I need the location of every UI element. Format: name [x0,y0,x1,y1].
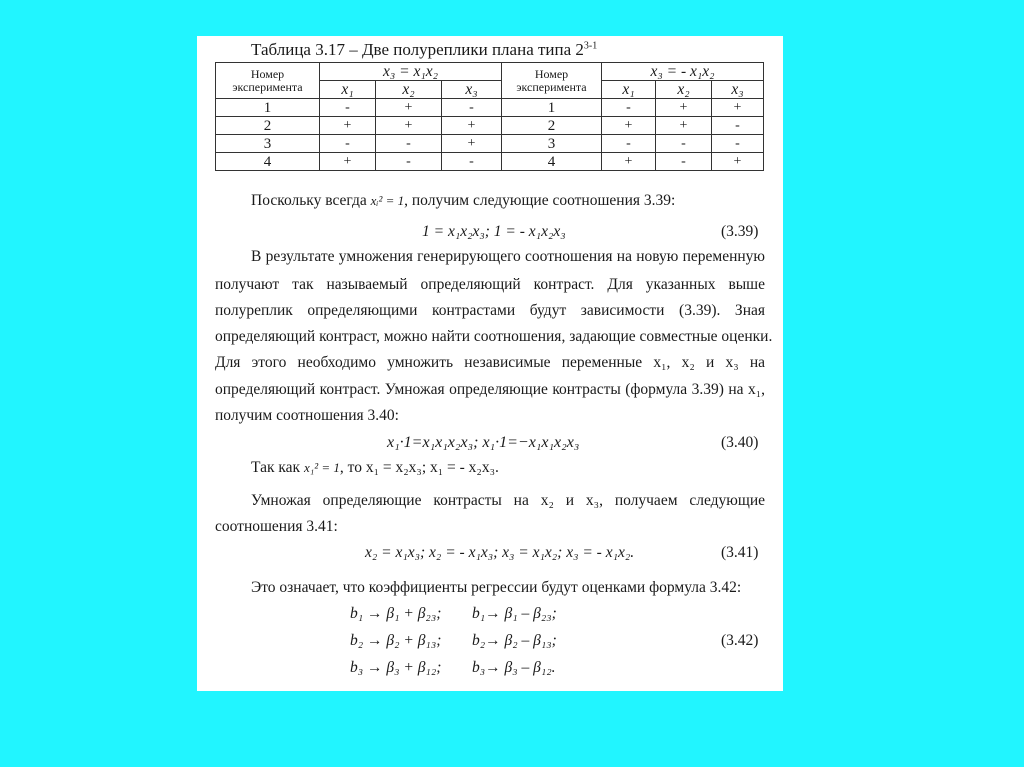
cell: 3 [216,135,320,153]
col-header: x₂ [656,81,712,99]
cell: - [712,135,764,153]
cell: - [656,153,712,171]
col-header: x₃ [712,81,764,99]
equation-3-42-line: b₃→ β₃ – β₁₂. [472,659,556,676]
col-header: x₃ [442,81,502,99]
header-experiment-number: Номер эксперимента [216,63,320,99]
col-header: x₁ [320,81,376,99]
equation-3-42-line: b₁ → β₁ + β₂₃; [350,605,442,622]
paragraph-since-always: Поскольку всегда xᵢ² = 1, получим следующие соотношения 3.39: [251,192,676,209]
cell: - [602,135,656,153]
equation-number-3-39: (3.39) [721,223,759,240]
cell: - [376,153,442,171]
formula-inline: xᵢ² = 1 [370,193,405,208]
equation-3-41: x₂ = x₁x₃; x₂ = - x₁x₃; x₃ = x₁x₂; x₃ = - x₁x₂. [365,544,635,561]
cell: - [712,117,764,135]
equation-3-42-line: b₃ → β₃ + β₁₂; [350,659,442,676]
paragraph-line: определяющий контраст. Умножая определяющие контрасты (формула 3.39) на x₁, [215,381,765,398]
cell: 2 [216,117,320,135]
table-row [216,153,764,171]
paragraph-line: соотношения 3.41: [215,518,338,535]
cell: + [602,117,656,135]
equation-3-42-line: b₂→ β₂ – β₁₃; [472,632,557,649]
paragraph-line: В результате умножения генерирующего соотношения на новую переменную [251,248,765,265]
group-header-right: x₃ = - x₁x₂ [602,63,764,81]
document-page [197,36,783,691]
cell: + [442,117,502,135]
equation-3-42-line: b₁→ β₁ – β₂₃; [472,605,557,622]
half-replica-table [215,62,764,171]
cell: + [656,117,712,135]
cell: - [442,99,502,117]
paragraph-line: получают так называемый определяющий контраст. Для указанных выше [215,276,765,293]
formula-inline: x₁² = 1 [303,460,340,475]
paragraph-means: Это означает, что коэффициенты регрессии будут оценками формула 3.42: [251,579,742,596]
paragraph-since: Так как x₁² = 1, то x₁ = x₂x₃; x₁ = - x₂x₃. [251,459,499,476]
equation-3-42-line: b₂ → β₂ + β₁₃; [350,632,442,649]
equation-number-3-42: (3.42) [721,632,759,649]
table-row [216,99,764,117]
cell: - [442,153,502,171]
cell: - [320,99,376,117]
cell: + [602,153,656,171]
col-header: x₂ [376,81,442,99]
table-row [216,135,764,153]
cell: - [656,135,712,153]
equation-number-3-41: (3.41) [721,544,759,561]
cell: 2 [502,117,602,135]
cell: 4 [502,153,602,171]
equation-number-3-40: (3.40) [721,434,759,451]
cell: - [376,135,442,153]
paragraph-line: получим соотношения 3.40: [215,407,399,424]
table-row [216,117,764,135]
cell: + [320,117,376,135]
cell: 1 [502,99,602,117]
cell: 1 [216,99,320,117]
paragraph-line: Для этого необходимо умножить независимые переменные x₁, x₂ и x₃ на [215,354,765,371]
col-header: x₁ [602,81,656,99]
table-header-row [216,63,764,81]
table-caption: Таблица 3.17 – Две полуреплики плана типа 2$^{3-1}$ [251,40,598,59]
paragraph-line: Умножая определяющие контрасты на x₂ и x₃, получаем следующие [251,492,765,509]
cell: + [442,135,502,153]
cell: 3 [502,135,602,153]
cell: + [376,117,442,135]
cell: + [376,99,442,117]
cell: - [602,99,656,117]
cell: + [712,153,764,171]
cell: + [712,99,764,117]
cell: - [320,135,376,153]
cell: + [320,153,376,171]
paragraph-line: полуреплик определяющими контрастами будут зависимости (3.39). Зная [215,302,765,319]
paragraph-line: определяющий контраст, можно найти соотношения, задающие совместные оценки. [215,328,773,345]
cell: 4 [216,153,320,171]
header-experiment-number: Номер эксперимента [502,63,602,99]
cell: + [656,99,712,117]
group-header-left: x₃ = x₁x₂ [320,63,502,81]
equation-3-39: 1 = x₁x₂x₃; 1 = - x₁x₂x₃ [422,223,566,240]
equation-3-40: x₁·1=x₁x₁x₂x₃; x₁·1=−x₁x₁x₂x₃ [387,434,580,451]
